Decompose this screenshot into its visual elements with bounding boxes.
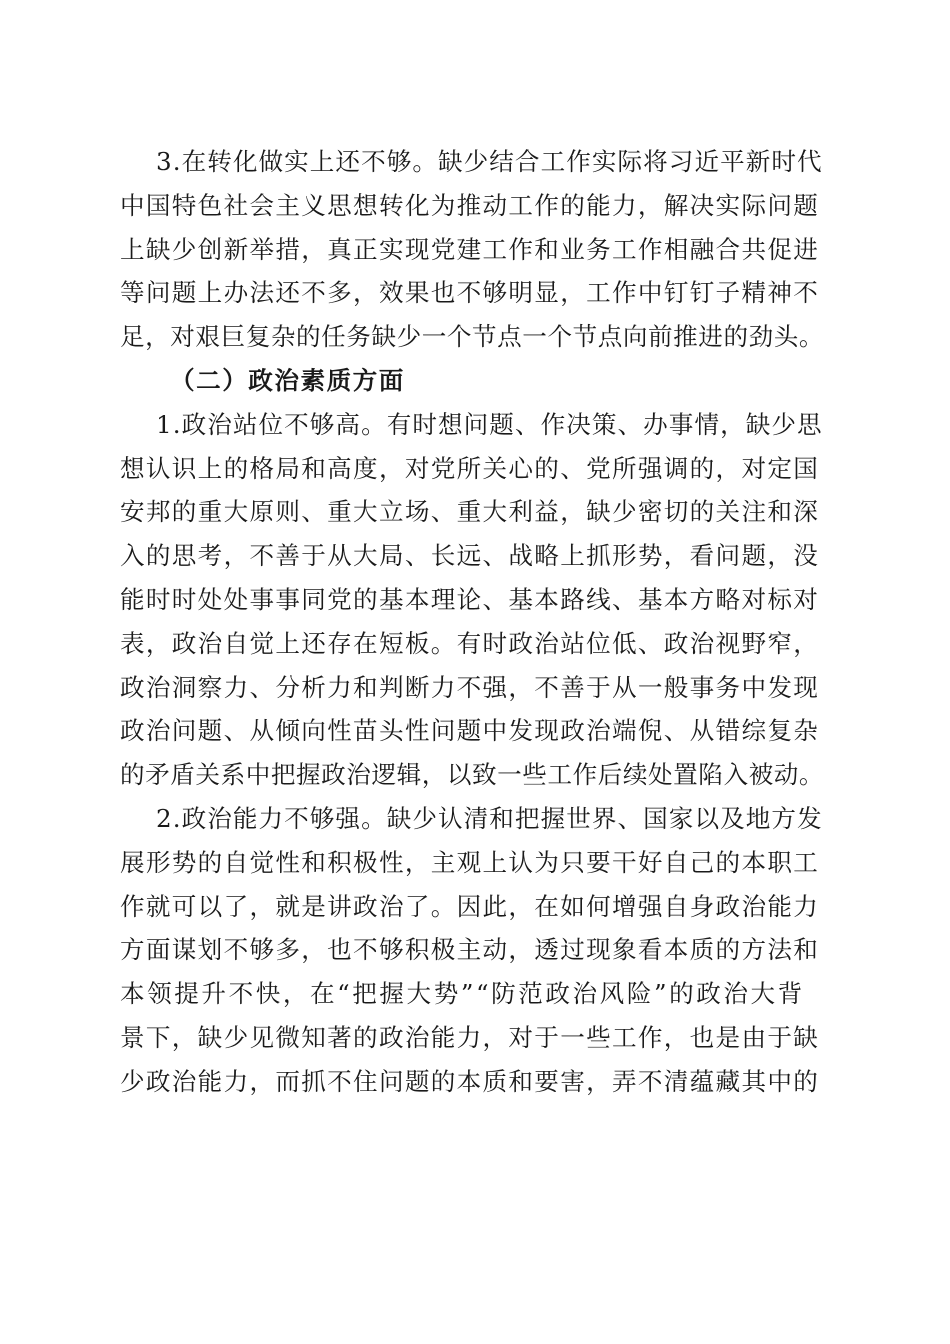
text-line: 2.政治能力不够强。缺少认清和把握世界、国家以及地方发 bbox=[156, 803, 823, 833]
text-line: 能时时处处事事同党的基本理论、基本路线、基本方略对标对 bbox=[120, 584, 820, 614]
text-line: 的矛盾关系中把握政治逻辑，以致一些工作后续处置陷入被动。 bbox=[120, 760, 825, 790]
text-line: 方面谋划不够多，也不够积极主动，透过现象看本质的方法和 bbox=[120, 935, 820, 965]
text-line: 1.政治站位不够高。有时想问题、作决策、办事情，缺少思 bbox=[156, 409, 823, 439]
text-line: 等问题上办法还不多，效果也不够明显，工作中钉钉子精神不 bbox=[120, 278, 820, 308]
text-line: 想认识上的格局和高度，对党所关心的、党所强调的，对定国 bbox=[120, 453, 820, 483]
text-line: 足，对艰巨复杂的任务缺少一个节点一个节点向前推进的劲头。 bbox=[120, 322, 825, 352]
text-line: 本领提升不快，在“把握大势”“防范政治风险”的政治大背 bbox=[120, 979, 805, 1009]
text-line: 表，政治自觉上还存在短板。有时政治站位低、政治视野窄， bbox=[120, 628, 820, 658]
text-line: 少政治能力，而抓不住问题的本质和要害，弄不清蕴藏其中的 bbox=[120, 1066, 820, 1096]
text-line: 景下，缺少见微知著的政治能力，对于一些工作，也是由于缺 bbox=[120, 1022, 820, 1052]
text-line: 入的思考，不善于从大局、长远、战略上抓形势，看问题，没 bbox=[120, 541, 820, 571]
text-line: 政治洞察力、分析力和判断力不强，不善于从一般事务中发现 bbox=[120, 672, 820, 702]
text-line: 展形势的自觉性和积极性，主观上认为只要干好自己的本职工 bbox=[120, 847, 820, 877]
document-body bbox=[120, 140, 825, 1104]
text-line: 中国特色社会主义思想转化为推动工作的能力，解决实际问题 bbox=[120, 190, 820, 220]
section-heading: （二）政治素质方面 bbox=[170, 365, 405, 395]
text-line: 作就可以了，就是讲政治了。因此，在如何增强自身政治能力 bbox=[120, 891, 820, 921]
text-line: 3.在转化做实上还不够。缺少结合工作实际将习近平新时代 bbox=[156, 147, 823, 176]
text-line: 上缺少创新举措，真正实现党建工作和业务工作相融合共促进 bbox=[120, 234, 820, 264]
text-line: 安邦的重大原则、重大立场、重大利益，缺少密切的关注和深 bbox=[120, 497, 820, 527]
text-line: 政治问题、从倾向性苗头性问题中发现政治端倪、从错综复杂 bbox=[120, 716, 820, 746]
